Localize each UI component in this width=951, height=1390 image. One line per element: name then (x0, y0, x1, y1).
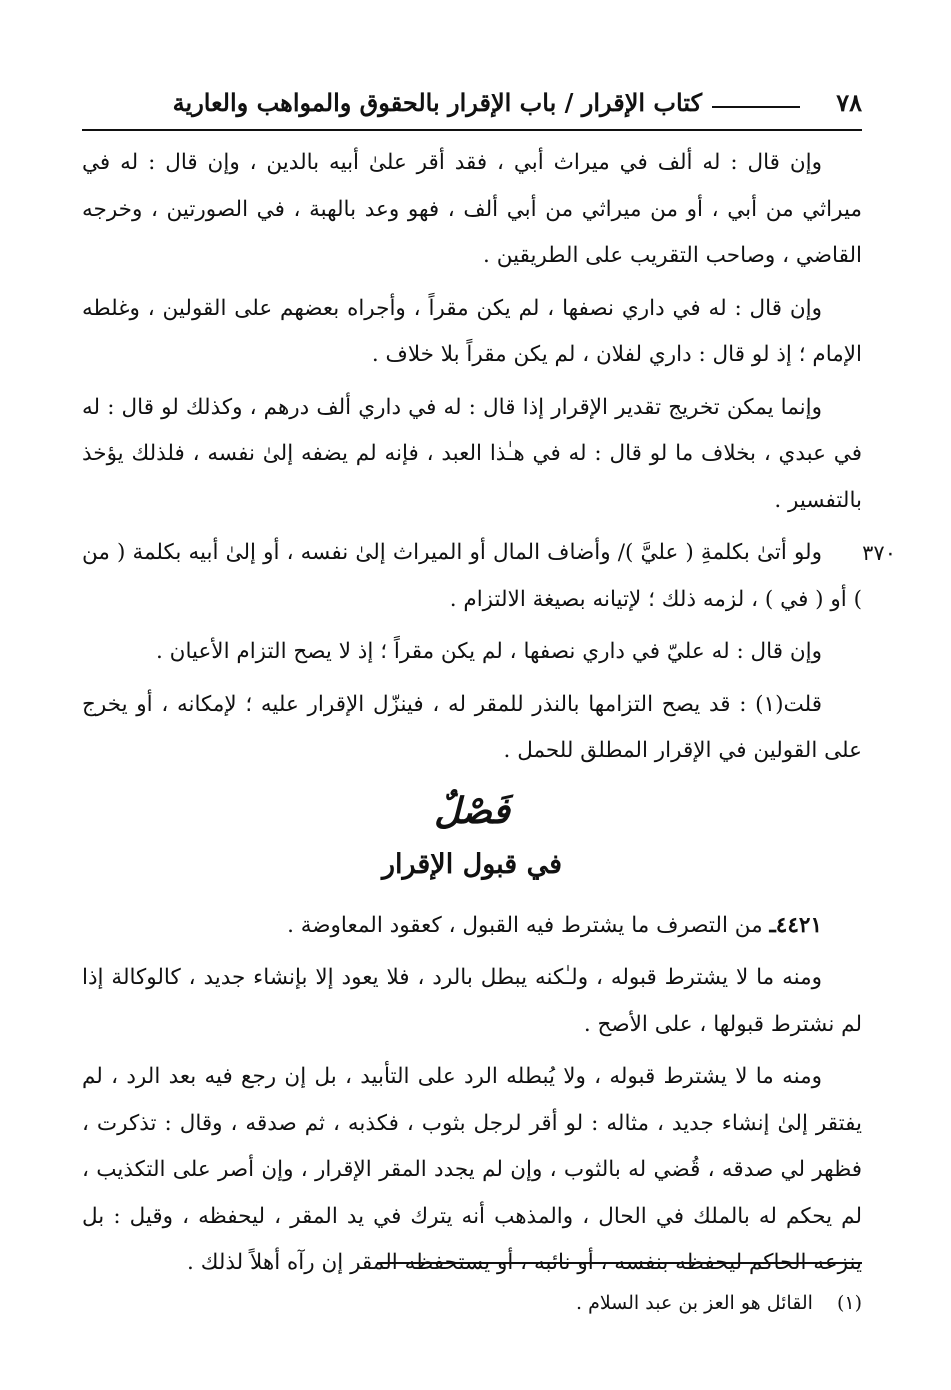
paragraph-with-marginal (82, 530, 896, 623)
paragraph: ومنه ما لا يشترط قبوله ، ولا يُبطله الرد على التأبيد ، بل إن رجع فيه بعد الرد ، لم يفتقر إلىٰ إنشاء جديد ، مثاله : لو أقر لرجل بثوب ، فكذبه ، ثم صدقه ، وقال : تذكرت ، فظهر لي صدقه ، قُضي له بالثوب ، وإن لم يجدد المقر الإقرار ، وإن أصر على التكذيب ، لم يحكم له بالملك في الحال ، والمذهب أنه يترك في يد المقر ، ليحفظه ، وقيل : بل ينزعه الحاكم ليحفظه بنفسه ، أو نائبه ، أو يستحفظه المقر إن رآه أهلاً لذلك . (82, 1064, 862, 1275)
footnote-number: (١) (836, 1292, 862, 1314)
footnote (82, 1288, 862, 1318)
paragraph: وإنما يمكن تخريج تقدير الإقرار إذا قال : له في داري ألف درهم ، وكذلك لو قال : له في عبدي ، بخلاف ما لو قال : له في هـٰذا العبد ، فإنه لم يضفه إلىٰ نفسه ، فلذلك يؤخذ بالتفسير . (82, 394, 862, 513)
running-title: كتاب الإقرار / باب الإقرار بالحقوق والمواهب والعارية (172, 88, 702, 117)
marginal-number: ٣٧٠ (862, 541, 896, 565)
page-header (82, 88, 862, 124)
section-title: في قبول الإقرار (381, 848, 563, 880)
footnote-rule (377, 1262, 862, 1264)
paragraph-text: ولو أتىٰ بكلمةِ ( عليَّ )/ وأضاف المال أو الميراث إلىٰ نفسه ، أو إلىٰ أبيه بكلمة ( من ) أو ( في ) ، لزمه ذلك ؛ لإتيانه بصيغة الالتزام . (82, 540, 862, 612)
header-dash (712, 106, 800, 108)
issue-number: ٤٤٢١ـ (769, 912, 822, 938)
main-text (82, 140, 896, 1293)
header-rule (82, 129, 862, 131)
paragraph: وإن قال : له ألف في ميراث أبي ، فقد أقر علىٰ أبيه بالدين ، وإن قال : له في ميراثي من أبي ، أو من ميراثي من أبي ألف ، فهو وعد بالهبة ، في الصورتين ، وخرجه القاضي ، وصاحب التقريب على الطريقين . (82, 150, 862, 268)
paragraph-text: من التصرف ما يشترط فيه القبول ، كعقود المعاوضة . (287, 912, 763, 938)
footnote-text: القائل هو العز بن عبد السلام . (576, 1292, 813, 1314)
paragraph: وإن قال : له عليّ في داري نصفها ، لم يكن مقراً ؛ إذ لا يصح التزام الأعيان . (155, 639, 822, 664)
issue-paragraph (82, 903, 862, 950)
paragraph: ومنه ما لا يشترط قبوله ، ولـٰكنه يبطل بالرد ، فلا يعود إلا بإنشاء جديد ، كالوكالة إذا لم نشترط قبولها ، على الأصح . (82, 965, 862, 1037)
paragraph: قلت(١) : قد يصح التزامها بالنذر للمقر له ، فينزّل الإقرار عليه ؛ لإمكانه ، أو يخرج على القولين في الإقرار المطلق للحمل . (82, 691, 862, 763)
page-number: ٧٨ (836, 88, 862, 117)
fasl-heading: فَصْلٌ (434, 789, 510, 832)
paragraph: وإن قال : له في داري نصفها ، لم يكن مقراً ، وأجراه بعضهم على القولين ، وغلطه الإمام ؛ إذ لو قال : داري لفلان ، لم يكن مقراً بلا خلاف . (82, 295, 862, 367)
